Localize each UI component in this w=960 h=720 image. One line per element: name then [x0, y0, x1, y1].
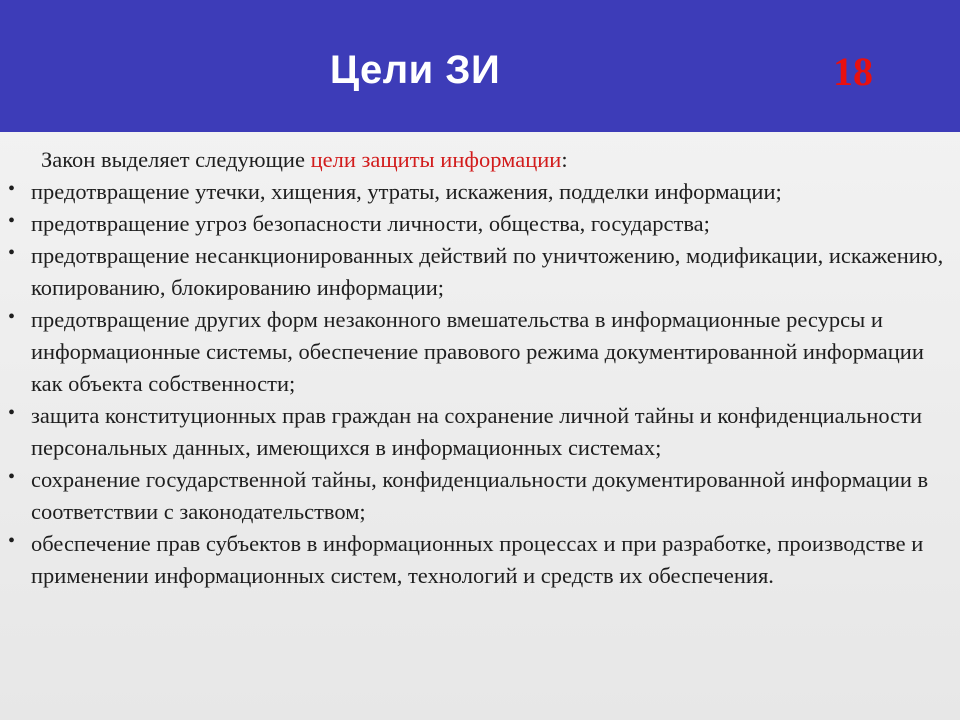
goals-list [0, 176, 960, 592]
list-item [0, 400, 960, 464]
list-item-text: предотвращение угроз безопасности личности, общества, государства; [31, 211, 710, 236]
bullet-icon: • [8, 402, 16, 424]
bullet-icon: • [8, 530, 16, 552]
list-item [0, 304, 960, 400]
list-item-text: предотвращение других форм незаконного вмешательства в информационные ресурсы и информационные системы, обеспечение правового режима документированной информации как объекта собственности; [31, 307, 924, 396]
list-item [0, 240, 960, 304]
bullet-icon: • [8, 178, 16, 200]
list-item [0, 464, 960, 528]
bullet-icon: • [8, 210, 16, 232]
list-item-text: защита конституционных прав граждан на сохранение личной тайны и конфиденциальности персональных данных, имеющихся в информационных системах; [31, 403, 923, 460]
list-item-text: обеспечение прав субъектов в информационных процессах и при разработке, производстве и применении информационных систем, технологий и средств их обеспечения. [31, 531, 924, 588]
intro-prefix: Закон выделяет следующие [41, 147, 311, 172]
slide-content [0, 144, 960, 592]
list-item-text: предотвращение несанкционированных действий по уничтожению, модификации, искажению, копированию, блокированию информации; [31, 243, 944, 300]
slide-title: Цели ЗИ [329, 48, 501, 92]
list-item-text: сохранение государственной тайны, конфиденциальности документированной информации в соответствии с законодательством; [31, 467, 929, 524]
list-item [0, 208, 960, 240]
intro-text [0, 144, 960, 176]
bullet-icon: • [8, 242, 16, 264]
list-item-text: предотвращение утечки, хищения, утраты, искажения, подделки информации; [31, 179, 782, 204]
bullet-icon: • [8, 306, 16, 328]
slide-number: 18 [833, 49, 873, 94]
list-item [0, 176, 960, 208]
intro-highlight: цели защиты информации [310, 147, 562, 172]
bullet-icon: • [8, 466, 16, 488]
intro-suffix: : [561, 147, 568, 172]
list-item [0, 528, 960, 592]
slide-header [0, 0, 960, 132]
